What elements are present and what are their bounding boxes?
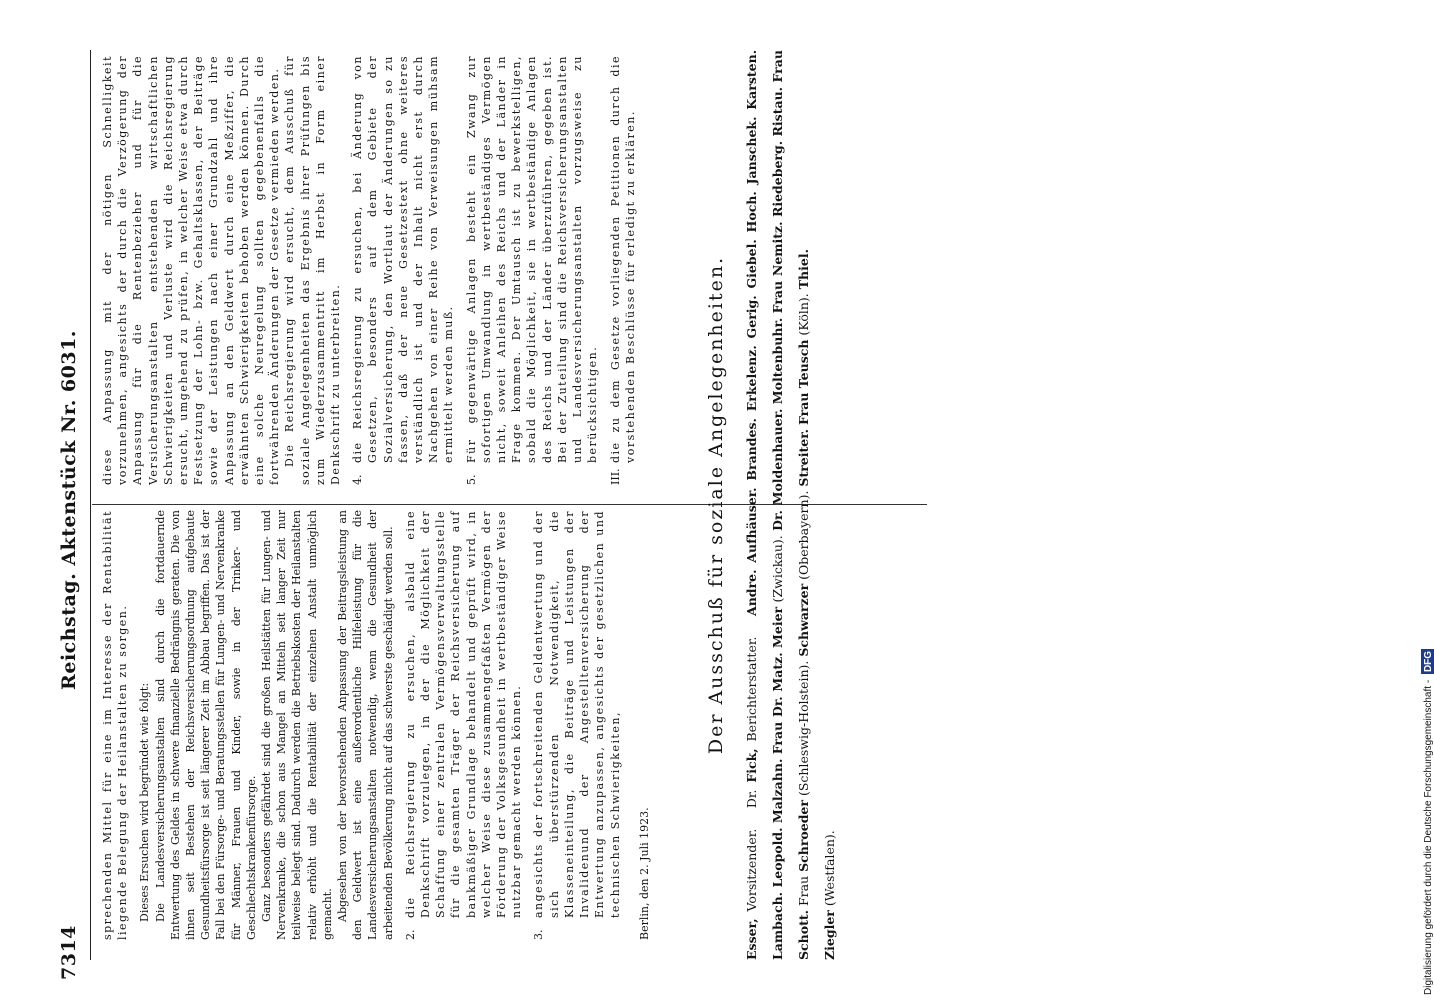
- member-name: Meier: [770, 606, 785, 648]
- member-name: Lambach.: [770, 891, 785, 960]
- paragraph: Abgesehen von der bevorstehenden Anpassung der Beitragsleistung an den Geldwert ist eine außerordentliche Hilfeleistung für die Landesversicherungsanstalten notwendig, wenn die Gesundheit der arbeitenden Bevölkerung nicht auf das schwerste geschädigt werden soll.: [336, 510, 395, 940]
- member-name: Leopold.: [770, 827, 785, 888]
- signature-block: [705, 50, 843, 960]
- page-title: Reichstag. Aktenstück Nr. 6031.: [58, 330, 80, 690]
- member-name: Hoch.: [744, 191, 759, 233]
- list-number: 5.: [464, 474, 478, 485]
- member-region: (Schleswig-Holstein).: [796, 660, 811, 797]
- committee-heading: Der Ausschuß für soziale Angelegenheiten.: [705, 255, 727, 755]
- page-number: 7314: [58, 925, 80, 980]
- member-name: Gerig.: [744, 295, 759, 339]
- rapporteur-title: Dr.: [744, 789, 759, 809]
- list-number: 3.: [532, 929, 546, 940]
- date-line: Berlin, den 2. Juli 1923.: [637, 807, 651, 940]
- list-item: [350, 55, 456, 485]
- member-name: Frau: [796, 875, 811, 907]
- member-name: Schroeder: [796, 800, 811, 872]
- rapporteur-name: Fick,: [744, 748, 759, 783]
- member-name: Moltenbuhr.: [770, 317, 785, 405]
- list-number: III.: [608, 468, 622, 485]
- member-name: Dr. Moldenhauer.: [770, 408, 785, 531]
- list-number: 2.: [403, 929, 417, 940]
- chair-name: Esser,: [744, 918, 759, 960]
- list-text: die Reichsregierung zu ersuchen, alsbald eine Denkschrift vorzulegen, in der die Möglichkeit der Schaffung einer zentralen Vermögensverwaltungsstelle für die gesamten Träger der Reichsversicherung auf bankmäßiger Grundlage behandelt und geprüft wird, in welcher Weise diese zusammengefaßten Vermögen der Förderung der Volksgesundheit in wertbeständiger Weise nutzbar gemacht werden können.: [403, 510, 524, 918]
- right-column: [100, 55, 638, 485]
- member-name: Frau Schott.: [770, 50, 811, 960]
- member-name: Schwarzer: [796, 583, 811, 657]
- member-name: Erkelenz.: [744, 345, 759, 412]
- running-header: [58, 40, 88, 980]
- list-item: [531, 510, 622, 940]
- paragraph: Ganz besonders gefährdet sind die großen Heilstätten für Lungen- und Nervenkranke, die schon aus Mangel an Mitteln seit langer Zeit nur teilweise belegt sind. Dadurch werden die Betriebskosten der Heilanstalten relativ erhöht und die Rentabilität der einzelnen Anstalt unmöglich gemacht.: [260, 510, 334, 940]
- member-name: Ristau.: [770, 86, 785, 137]
- member-name: Riedeberg.: [770, 140, 785, 218]
- member-name: Andre.: [744, 569, 759, 616]
- header-rule: [90, 50, 91, 960]
- left-column: [100, 510, 652, 940]
- paragraph: sprechenden Mittel für eine im Interesse der Rentabilität liegende Belegung der Heilanstalten zu sorgen.: [101, 510, 130, 940]
- member-name: Aufhäuser.: [744, 487, 759, 563]
- list-item: [403, 510, 525, 940]
- member-name: Ziegler: [822, 910, 837, 960]
- member-list: [739, 50, 843, 960]
- member-name: Frau Dr. Matz.: [770, 652, 785, 755]
- member-name: Malzahn.: [770, 758, 785, 824]
- member-name: Karsten.: [744, 49, 759, 110]
- list-text: die zu dem Gesetze vorliegenden Petitionen durch die vorstehenden Beschlüsse für erledigt zu erklären.: [608, 55, 637, 463]
- list-number: 4.: [351, 474, 365, 485]
- member-name: Janschek.: [744, 116, 759, 185]
- member-region: (Oberbayern).: [796, 490, 811, 580]
- member-name: Brandes.: [744, 418, 759, 481]
- list-text: Für gegenwärtige Anlagen besteht ein Zwang zur sofortigen Umwandlung in wertbeständiges Vermögen nicht, soweit Anleihen des Reichs und der Länder in Frage kommen. Der Umtausch ist zu bewerkstelligen, sobald die Möglichkeit, sie in wertbeständige Anlagen des Reichs und der Länder überzuführen, gegeben ist. Bei der Zuteilung sind die Reichsversicherungsanstalten und Landesversicherungsanstalten vorzugsweise zu berücksichtigen.: [464, 55, 600, 463]
- member-name: Thiel.: [796, 249, 811, 290]
- member-name: Streiter.: [796, 428, 811, 487]
- dfg-logo: DFG: [1421, 649, 1434, 674]
- member-region: (Köln).: [796, 293, 811, 336]
- list-text: angesichts der fortschreitenden Geldentwertung und der sich überstürzenden Notwendigkeit, die Klasseneinteilung, die Beiträge und Leistungen der Invalidenund der Angestelltenversicherung der Entwertung anzupassen, angesichts der gesetzlichen und technischen Schwierigkeiten,: [532, 510, 622, 918]
- list-item: [464, 55, 601, 485]
- chair-role: Vorsitzender.: [744, 828, 759, 912]
- credit-text: Digitalisierung gefördert durch die Deutsche Forschungsgemeinschaft -: [1423, 679, 1434, 995]
- paragraph: Die Landesversicherungsanstalten sind durch die fortdauernde Entwertung des Geldes in schwere finanzielle Bedrängnis geraten. Die von ihnen seit Bestehen der Reichsversicherungsordnung aufgebaute Gesundheitsfürsorge ist seit längerer Zeit im Abbau begriffen. Das ist der Fall bei den Fürsorge- und Beratungsstellen für Lungen- und Nervenkranke für Männer, Frauen und Kinder, sowie in der Trinker- und Geschlechtskrankenfürsorge.: [153, 510, 258, 940]
- paragraph: diese Anpassung mit der nötigen Schnelligkeit vorzunehmen, angesichts der durch die Verzögerung der Anpassung für die Rentenbezieher und für die Versicherungsanstalten entstehenden wirtschaftlichen Schwierigkeiten und Verluste wird die Reichsregierung ersucht, umgehend zu prüfen, in welcher Weise etwa durch Festsetzung der Lohn- bzw. Gehaltsklassen, der Beiträge sowie der Leistungen nach einer Grundzahl und ihre Anpassung an den Geldwert durch eine Meßziffer, die erwähnten Schwierigkeiten behoben werden können. Durch eine solche Neuregelung sollten gegebenenfalls die fortwährenden Änderungen der Gesetze vermieden werden.: [101, 55, 282, 485]
- member-region: (Zwickau).: [770, 535, 785, 603]
- list-item: [608, 55, 638, 485]
- digitization-credit: [1421, 5, 1434, 995]
- member-name: Giebel.: [744, 239, 759, 289]
- member-name: Frau Teusch: [796, 339, 811, 425]
- list-text: die Reichsregierung zu ersuchen, bei Änderung von Gesetzen, besonders auf dem Gebiete der Sozialversicherung, den Wortlaut der Änderungen so zu fassen, daß der neue Gesetzestext ohne weiteres verständlich ist und der Inhalt nicht erst durch Nachgehen von einer Reihe von Verweisungen mühsam ermittelt werden muß.: [351, 55, 456, 463]
- rapporteur-role: Berichterstatter.: [744, 636, 759, 742]
- member-region: (Westfalen).: [822, 830, 837, 907]
- paragraph: Die Reichsregierung wird ersucht, dem Ausschuß für soziale Angelegenheiten das Ergebnis ihrer Prüfungen bis zum Wiederzusammentritt im Herbst in Form einer Denkschrift zu unterbreiten.: [283, 55, 343, 485]
- paragraph: Dieses Ersuchen wird begründet wie folgt:: [138, 682, 152, 922]
- member-name: Frau Nemitz.: [770, 221, 785, 314]
